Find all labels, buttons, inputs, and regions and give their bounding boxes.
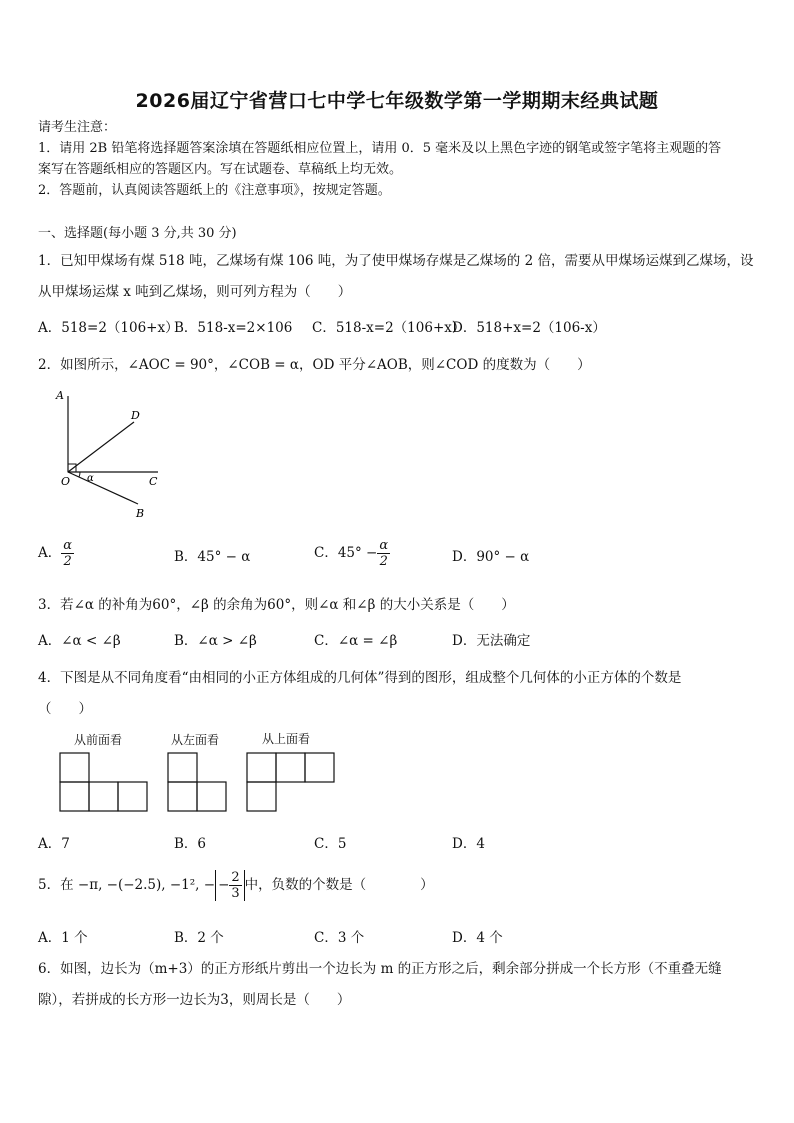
label-o: O [61,475,71,488]
q5-stem [38,866,434,904]
q4-three-views-figure [56,750,346,814]
label-d: D [131,409,140,422]
q3-stem: 3．若∠α 的补角为60°，∠β 的余角为60°，则∠α 和∠β 的大小关系是（ ） [38,597,515,613]
q4-option-c: C．5 [314,836,347,852]
q5-option-b: B．2 个 [174,930,224,946]
q3-option-b: B．∠α > ∠β [174,633,257,649]
q5-option-d: D．4 个 [452,930,503,946]
q3-option-a: A．∠α < ∠β [38,633,121,649]
q1-option-c: C．518-x=2（106+x） [312,320,466,336]
view-left-label: 从左面看 [171,733,220,747]
label-a: A [56,389,64,402]
fraction-numerator: α [63,538,73,553]
q5-fraction [229,870,241,901]
page-title: 2026届辽宁省营口七中学七年级数学第一学期期末经典试题 [135,90,659,112]
q5-stem-before: 5．在 −π, −(−2.5), −1², − [38,877,216,893]
notice-item-2: 2．答题前，认真阅读答题纸上的《注意事项》，按规定答题。 [38,183,391,198]
q5-stem-after: 中，负数的个数是（ ） [244,877,434,893]
notice-item-1-line-1: 1．请用 2B 铅笔将选择题答案涂填在答题纸相应位置上，请用 0．5 毫米及以上黑色字迹的钢笔或签字笔将主观题的答 [38,141,722,156]
alpha-arc [79,472,80,477]
fraction-numerator: 2 [231,870,240,885]
q2-option-d: D．90° − α [452,549,530,565]
q3-option-d: D．无法确定 [452,633,531,649]
view-top-label: 从上面看 [262,732,311,746]
q2-stem: 2．如图所示，∠AOC = 90°，∠COB = α，OD 平分∠AOB，则∠COD 的度数为（ ） [38,357,591,373]
ray-ob [68,472,138,504]
q2-option-a-fraction [61,538,74,569]
notice-heading: 请考生注意： [38,120,117,135]
left-view-grid [168,753,226,811]
q6-stem-line-1: 6．如图，边长为（m+3）的正方形纸片剪出一个边长为 m 的正方形之后，剩余部分拼成一个长方形（不重叠无缝 [38,961,722,977]
q5-option-a: A．1 个 [38,930,88,946]
q2-option-a [38,536,74,570]
fraction-numerator: α [379,538,389,553]
fraction-denominator: 3 [231,886,240,901]
notice-item-1-line-2: 案写在答题纸相应的答题区内。写在试题卷、草稿纸上均无效。 [38,162,403,177]
q1-stem-line-2: 从甲煤场运煤 x 吨到乙煤场，则可列方程为（ ） [38,284,352,300]
q4-option-a: A．7 [38,836,70,852]
q1-stem-line-1: 1．已知甲煤场有煤 518 吨，乙煤场有煤 106 吨，为了使甲煤场存煤是乙煤场的 2 倍，需要从甲煤场运煤到乙煤场，设 [38,253,754,269]
q6-stem-line-2: 隙），若拼成的长方形一边长为3，则周长是（ ） [38,992,351,1008]
q4-option-b: B．6 [174,836,207,852]
q2-option-c [314,536,390,570]
q5-absolute-value: − $\frac{2}{3}$ [215,870,245,901]
fraction-denominator: 2 [379,554,388,569]
q4-stem-line-1: 4．下图是从不同角度看“由相同的小正方体组成的几何体”得到的图形，组成整个几何体的小正方体的个数是 [38,670,682,686]
label-c: C [149,475,158,488]
q1-option-b: B．518-x=2×106 [174,320,293,336]
label-b: B [136,507,145,520]
label-alpha: α [87,473,94,484]
q1-option-a: A．518=2（106+x） [38,320,179,336]
ray-od [68,422,134,472]
q4-stem-line-2: （ ） [38,701,92,717]
q4-option-d: D．4 [452,836,485,852]
q2-option-c-fraction [377,538,390,569]
section-heading: 一、选择题(每小题 3 分,共 30 分) [38,226,237,241]
q2-option-b: B．45° − α [174,549,251,565]
fraction-denominator: 2 [63,554,72,569]
q1-option-d: D．518+x=2（106-x） [452,320,606,336]
q3-option-c: C．∠α = ∠β [314,633,398,649]
q2-option-c-prefix: C．45° − [314,545,378,561]
q5-option-c: C．3 个 [314,930,365,946]
top-view-grid [247,753,334,811]
front-view-grid [60,753,147,811]
view-front-label: 从前面看 [74,733,123,747]
q2-angle-figure [50,386,170,521]
q2-option-a-prefix: A． [38,545,62,561]
